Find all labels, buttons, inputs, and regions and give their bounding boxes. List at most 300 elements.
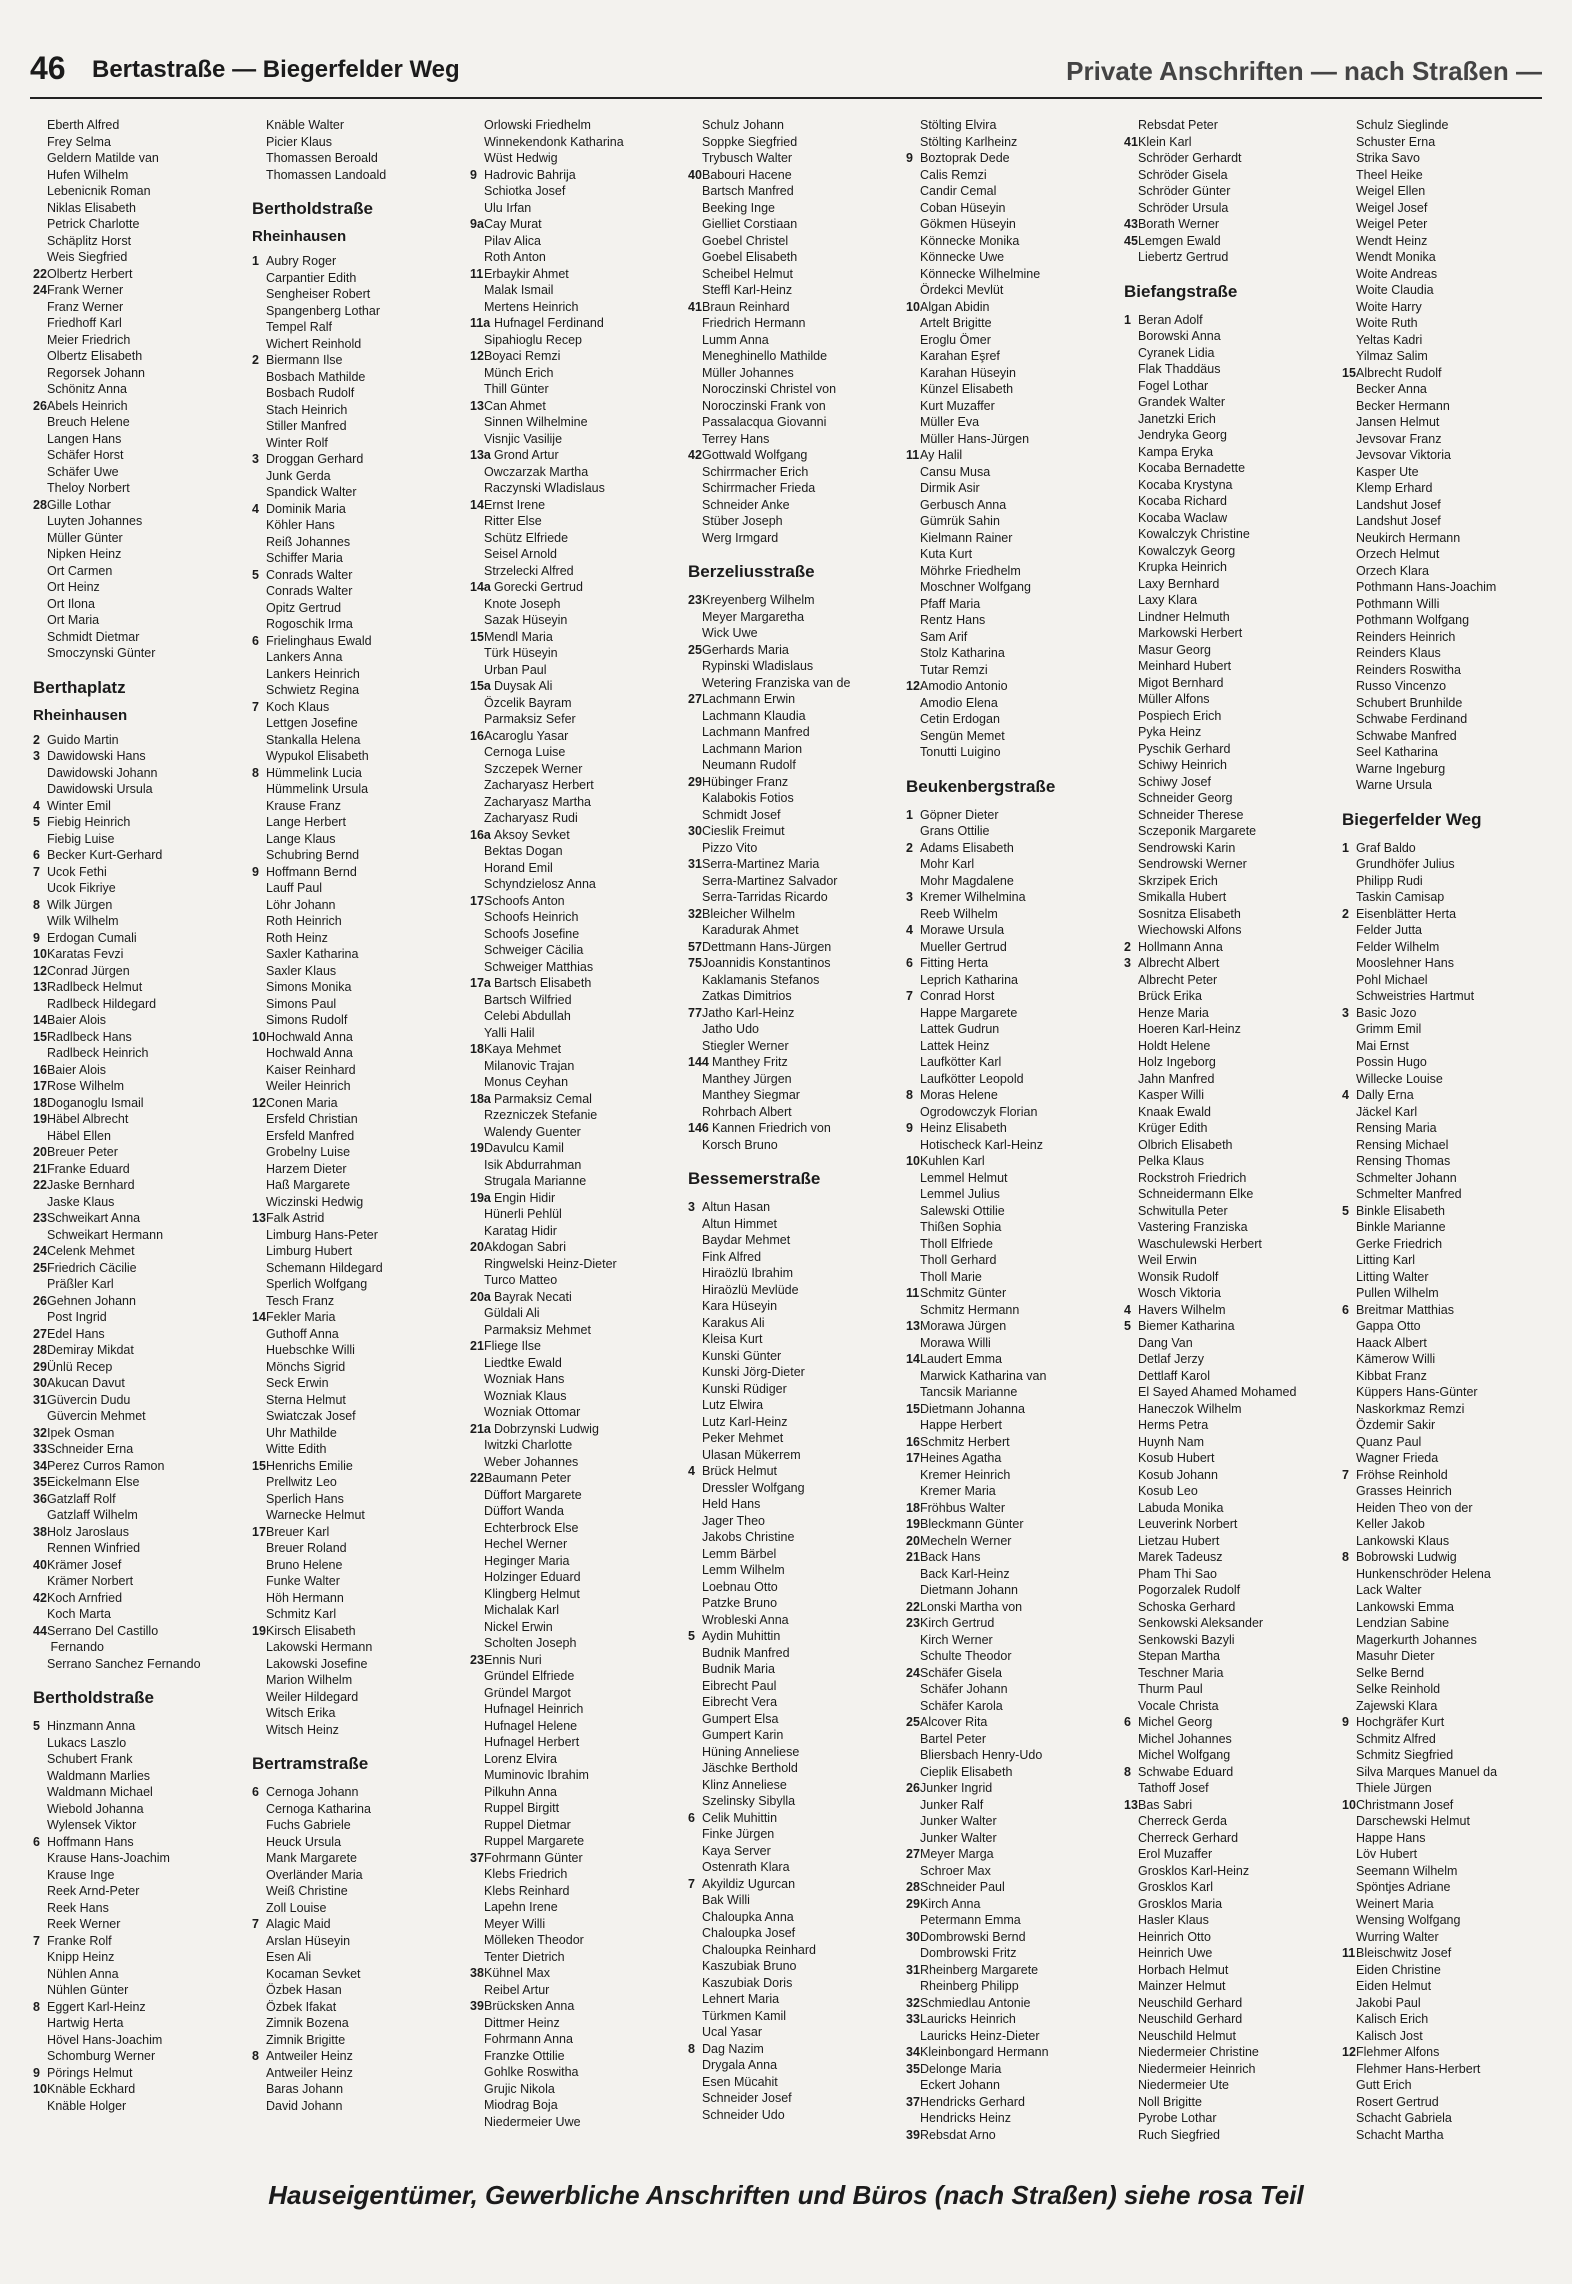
resident-name: Radlbeck Hans [47,1029,132,1044]
resident-name: Parmaksiz Sefer [484,712,576,726]
resident-name: Basic Jozo [1356,1005,1417,1020]
resident-entry [33,546,245,563]
resident-name: Fohrmann Günter [484,1850,583,1865]
resident-name: Schwabe Ferdinand [1356,712,1468,726]
resident-name: Simons Rudolf [266,1013,348,1027]
resident-entry [1124,1995,1336,2012]
resident-name: Petermann Emma [920,1913,1021,1927]
house-number: 18 [906,1500,920,1515]
resident-name: Fiebig Luise [47,831,115,846]
resident-entry [252,418,464,435]
resident-entry [688,988,900,1005]
house-number: 11 [906,1286,920,1300]
house-number: 38 [33,1524,47,1539]
resident-entry [470,1322,682,1339]
resident-name: Kocaba Bernadette [1138,461,1246,475]
resident-name: Orzech Klara [1356,563,1429,578]
resident-name: Bektas Dogan [484,844,563,858]
resident-name: Gehnen Johann [47,1293,136,1308]
resident-entry [1342,922,1554,939]
resident-entry [688,150,900,167]
resident-entry [1342,2044,1554,2061]
resident-name: Eckert Johann [920,2078,1000,2092]
resident-name: Dressler Wolfgang [702,1480,805,1495]
resident-entry [1124,955,1336,972]
house-number: 12 [470,349,484,363]
resident-name: Muminovic Ibrahim [484,1768,589,1782]
resident-entry [1342,315,1554,332]
resident-name: Soppke Siegfried [702,134,798,149]
resident-entry [470,1470,682,1487]
resident-name: Serra-Tarridas Ricardo [702,890,828,904]
resident-entry [252,1850,464,1867]
resident-name: Kannen Friedrich von [712,1121,831,1135]
resident-entry [1342,431,1554,448]
resident-entry [688,2057,900,2074]
resident-entry [688,1579,900,1596]
house-number: 8 [252,765,259,780]
resident-entry [470,2064,682,2081]
resident-name: Neuschild Gerhard [1138,1995,1243,2010]
resident-name: Winnekendonk Katharina [484,134,624,149]
resident-name: Pospiech Erich [1138,708,1222,723]
resident-name: Borath Werner [1138,217,1220,231]
house-number: 34 [33,1458,47,1473]
resident-entry [906,1153,1118,1170]
resident-name: Pham Thi Sao [1138,1566,1217,1581]
resident-entry [1342,711,1554,728]
resident-name: Eibrecht Vera [702,1695,778,1709]
resident-name: Kaiser Reinhard [266,1062,356,1077]
resident-entry [906,1054,1118,1071]
resident-entry [470,959,682,976]
resident-name: Selke Reinhold [1356,1682,1441,1696]
resident-name: Morawa Willi [920,1335,991,1350]
resident-entry [1342,1351,1554,1368]
house-number: 24 [33,283,47,297]
resident-entry [252,1540,464,1557]
resident-name: Chaloupka Josef [702,1926,796,1940]
resident-entry [906,711,1118,728]
resident-name: Moschner Wolfgang [920,580,1031,594]
resident-name: Karakus Ali [702,1315,765,1330]
house-number: 77 [688,1005,702,1020]
resident-entry [470,233,682,250]
resident-entry [33,1194,245,1211]
resident-name: Bleckmann Günter [920,1517,1024,1531]
resident-entry [906,579,1118,596]
resident-entry [33,1062,245,1079]
house-number: 10 [906,299,920,314]
resident-entry [1124,1615,1336,1632]
resident-name: Laudert Emma [920,1352,1002,1366]
resident-name: Lemmel Helmut [920,1170,1008,1185]
street-heading: Bessemerstraße [688,1169,821,1188]
resident-name: Schiotka Josef [484,184,566,198]
house-number: 22 [906,1599,920,1614]
resident-name: Sengheiser Robert [266,287,371,301]
resident-entry [33,1342,245,1359]
resident-entry [906,266,1118,283]
resident-entry [33,1999,245,2016]
resident-entry [688,741,900,758]
resident-name: Ünlü Recep [47,1359,113,1374]
resident-name: Edel Hans [47,1326,105,1341]
resident-entry [33,1735,245,1752]
house-number: 5 [33,1719,40,1733]
resident-entry [688,1021,900,1038]
resident-name: Hümmelink Ursula [266,782,369,796]
resident-entry [252,369,464,386]
resident-name: Theel Heike [1356,167,1423,182]
resident-name: Gründel Elfriede [484,1669,575,1683]
resident-entry [470,1569,682,1586]
resident-entry [688,431,900,448]
resident-entry [470,942,682,959]
house-number: 3 [688,1200,695,1214]
resident-name: Schmitz Karl [266,1607,337,1621]
resident-entry [1124,1929,1336,1946]
resident-entry [1342,233,1554,250]
resident-entry [1124,200,1336,217]
resident-entry [252,847,464,864]
resident-name: Bosbach Rudolf [266,386,355,400]
column-2 [252,117,464,2114]
resident-name: Moras Helene [920,1088,998,1102]
resident-entry [33,1507,245,1524]
resident-name: Kaklamanis Stefanos [702,972,820,987]
resident-entry [688,1595,900,1612]
resident-name: Limburg Hans-Peter [266,1227,378,1242]
resident-name: Gille Lothar [47,497,111,512]
resident-entry [1342,2061,1554,2078]
resident-name: Pohl Michael [1356,972,1428,987]
resident-name: Schwietz Regina [266,683,360,697]
resident-entry [1342,381,1554,398]
resident-entry [688,233,900,250]
resident-entry [688,955,900,972]
resident-name: Frey Selma [47,134,111,149]
resident-name: Rentz Hans [920,613,986,627]
page-header [30,50,1542,94]
house-number: 6 [1342,1302,1349,1317]
resident-entry [1342,873,1554,890]
resident-entry [1342,464,1554,481]
resident-entry [33,996,245,1013]
resident-name: Müller Hans-Jürgen [920,431,1030,446]
resident-name: Litting Walter [1356,1269,1429,1284]
resident-name: Wilk Jürgen [47,897,113,912]
resident-name: Migot Bernhard [1138,675,1224,690]
resident-entry [470,1454,682,1471]
resident-entry [33,1949,245,1966]
resident-name: Hübinger Franz [702,774,789,789]
resident-entry [252,996,464,1013]
resident-entry [1342,1318,1554,1335]
resident-name: Hufnagel Herbert [484,1735,580,1749]
resident-name: Bartsch Manfred [702,184,794,198]
resident-entry [470,695,682,712]
resident-name: Thomassen Beroald [266,151,378,165]
resident-name: Grosklos Karl-Heinz [1138,1863,1250,1878]
resident-name: Tathoff Josef [1138,1781,1209,1795]
house-number: 57 [688,939,702,954]
resident-name: Schoofs Heinrich [484,910,579,924]
resident-name: Knote Joseph [484,596,561,611]
resident-entry [906,1219,1118,1236]
resident-entry [470,1487,682,1504]
resident-name: Meier Friedrich [47,332,131,347]
resident-name: Lemm Bärbel [702,1546,777,1561]
resident-entry [906,414,1118,431]
resident-name: Schiwy Heinrich [1138,758,1227,772]
resident-entry [906,1945,1118,1962]
resident-name: Reek Hans [47,1900,109,1915]
resident-entry [252,336,464,353]
resident-entry [1342,2011,1554,2028]
resident-entry [33,464,245,481]
resident-entry [33,150,245,167]
resident-entry [252,1326,464,1343]
resident-name: Lachmann Manfred [702,725,810,739]
resident-name: Kremer Wilhelmina [920,890,1026,904]
resident-entry [1124,2077,1336,2094]
resident-entry [1124,150,1336,167]
resident-entry [33,381,245,398]
resident-entry [470,1982,682,1999]
resident-entry [1124,1005,1336,1022]
house-number: 21 [470,1339,484,1353]
resident-entry [1124,249,1336,266]
resident-name: Opitz Gertrud [266,600,342,615]
resident-name: Markowski Herbert [1138,626,1243,640]
resident-entry [688,299,900,316]
resident-entry [688,1892,900,1909]
house-number: 16a [470,827,491,842]
resident-entry [1124,2127,1336,2144]
resident-entry [1124,1302,1336,1319]
resident-name: Hochwald Anna [266,1046,353,1060]
resident-entry [1124,625,1336,642]
resident-name: Schemann Hildegard [266,1260,383,1275]
house-number: 9 [1342,1715,1349,1729]
house-number: 6 [906,956,913,970]
resident-entry [688,1975,900,1992]
resident-name: Davulcu Kamil [484,1141,564,1155]
resident-entry [688,497,900,514]
resident-name: Strika Savo [1356,151,1420,165]
resident-name: Antweiler Heinz [266,2065,353,2080]
house-number: 5 [252,567,259,582]
resident-name: Schmidt Dietmar [47,629,140,644]
resident-entry [252,1557,464,1574]
resident-entry [1124,1087,1336,1104]
resident-name: Milanovic Trajan [484,1058,575,1073]
resident-name: Liedtke Ewald [484,1355,562,1370]
resident-name: Smoczynski Günter [47,646,156,660]
resident-name: Serra-Martinez Maria [702,857,820,871]
resident-entry [252,2032,464,2049]
resident-entry [470,1371,682,1388]
resident-name: Mecheln Werner [920,1533,1012,1548]
resident-name: Lange Klaus [266,831,336,846]
resident-entry [1342,1615,1554,1632]
resident-entry [906,348,1118,365]
house-number: 6 [33,848,40,862]
resident-entry [33,332,245,349]
resident-name: Schröder Günter [1138,184,1231,198]
resident-name: Lendzian Sabine [1356,1616,1450,1630]
resident-name: Schütz Elfriede [484,530,569,545]
resident-entry [1124,1203,1336,1220]
resident-name: Back Hans [920,1550,981,1564]
resident-name: Waschulewski Herbert [1138,1236,1262,1251]
resident-name: Echterbrock Else [484,1520,579,1535]
resident-name: Algan Abidin [920,299,990,314]
resident-entry [470,1272,682,1289]
resident-name: Wrobleski Anna [702,1612,789,1627]
resident-name: Präßler Karl [47,1277,114,1291]
resident-entry [906,1912,1118,1929]
resident-entry [1124,2094,1336,2111]
resident-entry [1124,988,1336,1005]
resident-entry [688,480,900,497]
resident-entry [1124,167,1336,184]
resident-name: Binkle Marianne [1356,1220,1446,1234]
resident-entry [470,909,682,926]
resident-name: Gumpert Karin [702,1728,784,1742]
resident-entry [1124,1962,1336,1979]
resident-name: Schneider Paul [920,1880,1005,1894]
resident-name: Jäschke Berthold [702,1761,798,1775]
resident-name: Witsch Erika [266,1706,336,1720]
resident-name: Rensing Thomas [1356,1154,1451,1168]
resident-name: Lankowski Emma [1356,1599,1454,1614]
page-number: 46 [30,50,66,86]
resident-name: Schirrmacher Frieda [702,481,816,495]
resident-entry [470,843,682,860]
resident-entry [1124,1137,1336,1154]
resident-name: Fitting Herta [920,956,989,970]
resident-entry [33,612,245,629]
resident-name: Vastering Franziska [1138,1220,1248,1234]
resident-name: Prellwitz Leo [266,1475,337,1489]
resident-entry [1342,365,1554,382]
resident-name: Schwabe Eduard [1138,1764,1234,1779]
resident-entry [688,1645,900,1662]
resident-entry [470,1685,682,1702]
resident-name: Woite Andreas [1356,266,1438,281]
resident-name: Braun Reinhard [702,299,790,314]
resident-name: Lumm Anna [702,332,769,347]
resident-entry [470,1256,682,1273]
resident-entry [906,1995,1118,2012]
resident-entry [252,1834,464,1851]
resident-name: Yeltas Kadri [1356,332,1423,347]
resident-name: Heinz Elisabeth [920,1121,1007,1135]
resident-name: Bobrowski Ludwig [1356,1550,1457,1564]
resident-entry [252,946,464,963]
resident-name: Noroczinski Frank von [702,398,826,413]
resident-entry [1342,1582,1554,1599]
resident-name: Haack Albert [1356,1335,1427,1350]
resident-name: Erbaykir Ahmet [484,266,569,281]
resident-entry [470,200,682,217]
resident-entry [252,1227,464,1244]
house-number: 15 [906,1401,920,1416]
resident-name: Hümmelink Lucia [266,765,362,780]
house-number: 8 [252,2049,259,2063]
resident-name: Albrecht Peter [1138,972,1218,987]
resident-entry [33,913,245,930]
resident-entry [252,1817,464,1834]
resident-name: Radlbeck Helmut [47,980,143,994]
resident-name: Weigel Ellen [1356,184,1426,198]
resident-entry [252,1933,464,1950]
resident-entry [906,939,1118,956]
resident-entry [906,1170,1118,1187]
house-number: 3 [906,890,913,904]
resident-entry [33,645,245,662]
resident-entry [470,1767,682,1784]
resident-entry [688,414,900,431]
resident-name: Müller Günter [47,530,123,545]
resident-name: Waldmann Michael [47,1785,153,1799]
resident-entry [470,728,682,745]
resident-entry [688,1546,900,1563]
resident-entry [688,1447,900,1464]
house-number: 29 [906,1896,920,1911]
resident-name: Ucok Fethi [47,864,107,879]
house-number: 11a [470,316,491,330]
resident-entry [33,1408,245,1425]
resident-entry [470,1916,682,1933]
resident-name: Acaroglu Yasar [484,728,569,743]
resident-name: Schwabe Manfred [1356,728,1457,743]
resident-entry [1124,972,1336,989]
resident-entry [906,2094,1118,2111]
resident-entry [906,1500,1118,1517]
house-number: 18 [33,1095,47,1110]
resident-entry [252,1705,464,1722]
resident-name: Manthey Jürgen [702,1071,792,1086]
resident-entry [906,1384,1118,1401]
resident-entry [1342,840,1554,857]
resident-entry [688,1331,900,1348]
resident-entry [906,823,1118,840]
resident-entry [906,972,1118,989]
resident-name: Gottwald Wolfgang [702,448,808,462]
resident-entry [252,864,464,881]
resident-entry [252,1801,464,1818]
resident-name: Michel Johannes [1138,1731,1232,1746]
resident-entry [688,513,900,530]
resident-entry [688,1810,900,1827]
resident-name: Kalisch Erich [1356,2012,1429,2026]
house-number: 37 [906,2094,920,2109]
resident-entry [33,579,245,596]
house-number: 18a [470,1091,491,1106]
resident-name: Kunski Rüdiger [702,1381,787,1396]
resident-name: Albrecht Albert [1138,956,1220,970]
resident-name: Wendt Heinz [1356,233,1428,248]
resident-entry [688,216,900,233]
resident-name: Warne Ursula [1356,778,1432,792]
resident-name: Pothmann Willi [1356,596,1440,611]
resident-entry [470,2031,682,2048]
house-number: 8 [1342,1550,1349,1564]
resident-entry [688,1216,900,1233]
